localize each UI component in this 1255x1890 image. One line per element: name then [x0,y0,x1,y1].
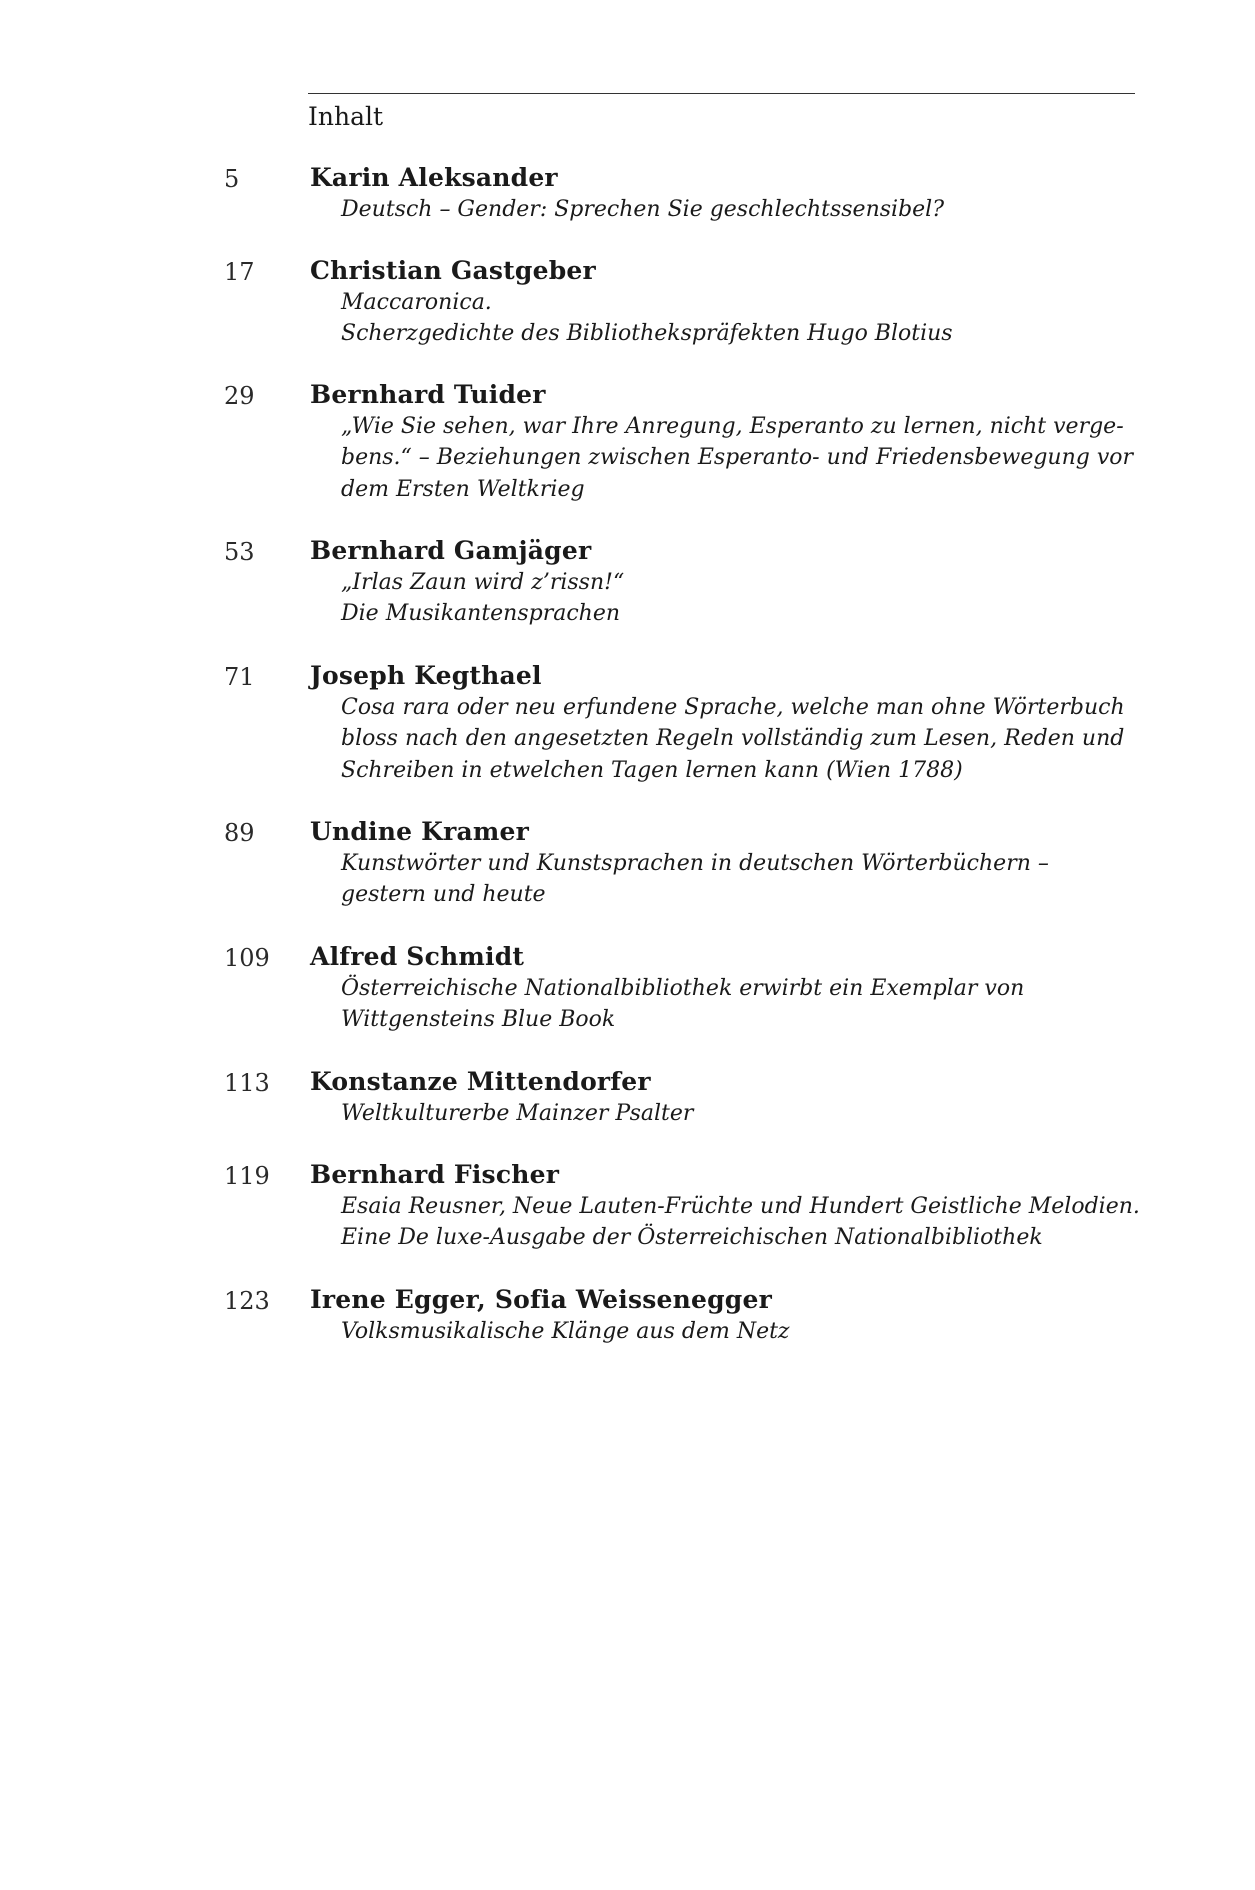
toc-page-number: 89 [224,819,255,847]
toc-title-line: Maccaronica. [341,290,492,315]
toc-title [341,287,1076,350]
toc-title [341,1098,1076,1129]
toc-page-number: 5 [224,165,240,193]
toc-page-number: 119 [224,1162,270,1190]
toc-author: Bernhard Tuider [310,380,546,409]
toc-title-line: Die Musikantensprachen [341,601,621,627]
toc-page-number: 17 [224,258,255,286]
toc-title [341,411,1134,505]
toc-page-number: 71 [224,663,255,691]
toc-title-line: Volksmusikalische Klänge aus dem Netz [341,1319,790,1344]
page-title: Inhalt [308,102,384,131]
toc-author: Konstanze Mittendorfer [310,1067,651,1096]
toc-title [341,848,1076,911]
toc-title-line: Eine De luxe-Ausgabe der Österreichischen Nationalbibliothek [341,1225,1043,1251]
toc-title-line: Österreichische Nationalbibliothek erwirbt ein Exemplar von [341,976,1025,1001]
toc-title-line: Scherzgedichte des Bibliothekspräfekten Hugo Blotius [341,321,953,347]
toc-title [341,1191,1140,1254]
toc-author: Undine Kramer [310,817,529,846]
toc-title [341,973,1076,1036]
toc-title-line: bloss nach den angesetzten Regeln vollständig zum Lesen, Reden und [341,726,1125,752]
toc-page-number: 123 [224,1287,270,1315]
toc-author: Karin Aleksander [310,163,558,192]
toc-page-number: 113 [224,1069,270,1097]
toc-title [341,194,1076,225]
toc-title-line: Kunstwörter und Kunstsprachen in deutschen Wörterbüchern – [341,851,1049,876]
toc-page-number: 53 [224,538,255,566]
toc-title [341,567,1076,630]
toc-title-line: gestern und heute [341,882,546,908]
toc-author: Christian Gastgeber [310,256,596,285]
toc-title-line: Weltkulturerbe Mainzer Psalter [341,1101,694,1126]
toc-author: Joseph Kegthael [310,661,542,690]
toc-title-line: Schreiben in etwelchen Tagen lernen kann (Wien 1788) [341,757,963,783]
toc-author: Bernhard Fischer [310,1160,560,1189]
toc-title-line: „Irlas Zaun wird z’rissn!“ [341,570,625,595]
toc-title [341,692,1125,786]
toc-page-number: 109 [224,944,270,972]
toc-author: Alfred Schmidt [310,942,525,971]
toc-title-line: Deutsch – Gender: Sprechen Sie geschlechtssensibel? [341,197,945,222]
toc-title-line: Cosa rara oder neu erfundene Sprache, welche man ohne Wörterbuch [341,695,1125,720]
header-rule [308,93,1135,94]
toc-title [341,1316,1076,1347]
toc-title-line: Wittgensteins Blue Book [341,1007,616,1033]
toc-title-line: bens.“ – Beziehungen zwischen Esperanto- und Friedensbewegung vor [341,445,1134,471]
toc-author: Bernhard Gamjäger [310,536,592,565]
toc-title-line: Esaia Reusner, Neue Lauten-Früchte und Hundert Geistliche Melodien. [341,1194,1140,1219]
toc-title-line: „Wie Sie sehen, war Ihre Anregung, Esperanto zu lernen, nicht verge- [341,414,1124,439]
toc-title-line: dem Ersten Weltkrieg [341,476,585,502]
toc-author: Irene Egger, Sofia Weissenegger [310,1285,772,1314]
toc-page-number: 29 [224,382,255,410]
